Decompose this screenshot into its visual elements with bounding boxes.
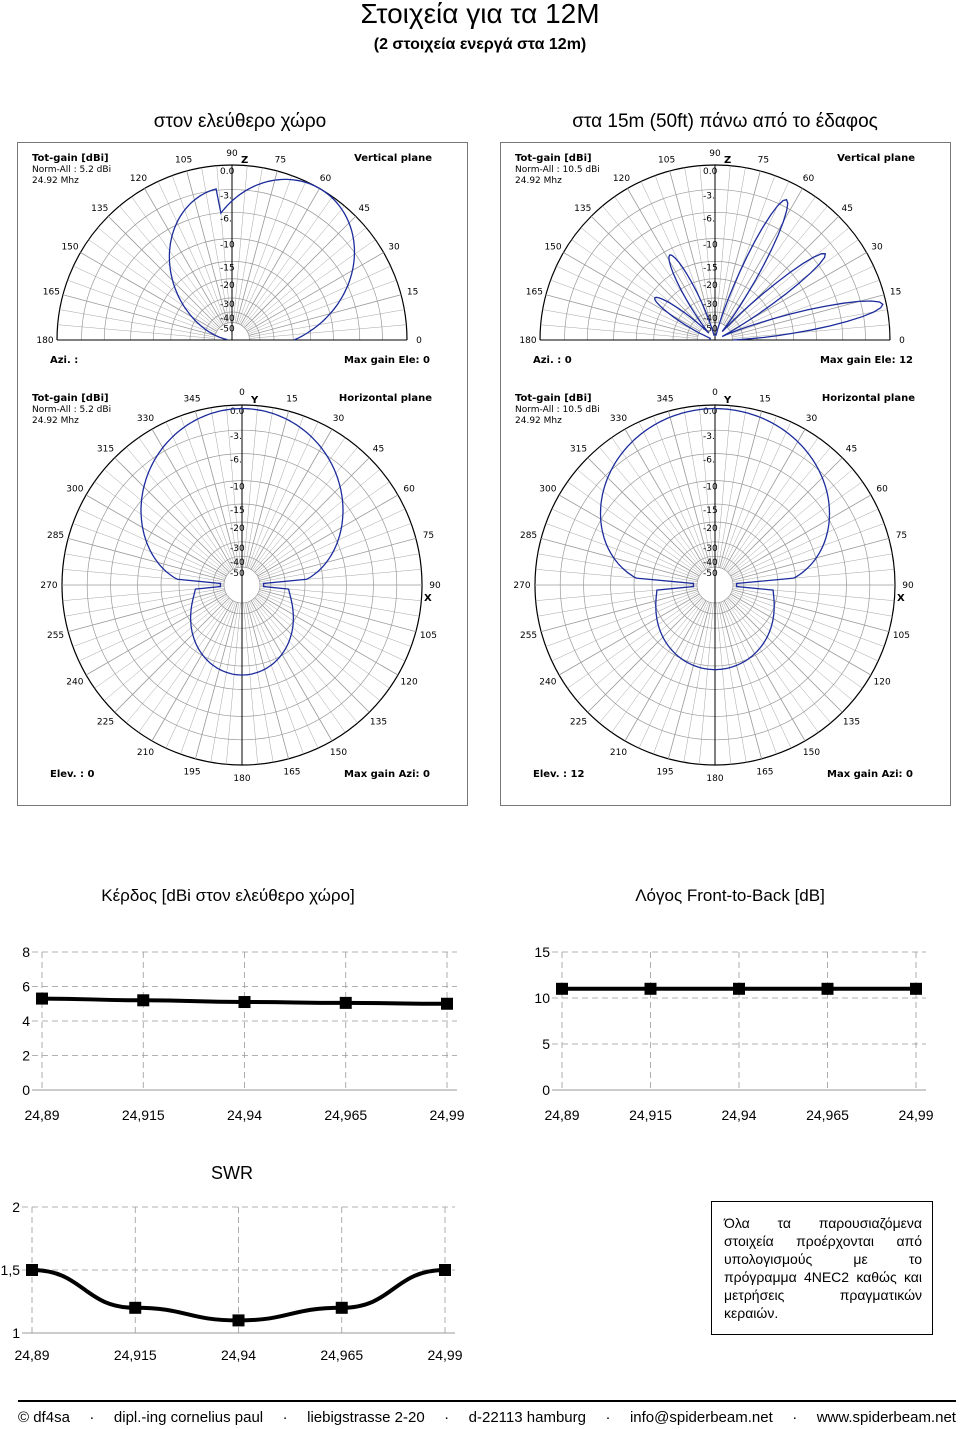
angle-label: 60 xyxy=(403,484,415,495)
grid-spoke xyxy=(730,482,863,575)
footer-separator: · xyxy=(89,1409,95,1426)
x-tick-label: 24,915 xyxy=(121,1107,165,1123)
grid-spoke xyxy=(132,197,222,326)
x-tick-label: 24,965 xyxy=(320,1347,364,1363)
grid-spoke xyxy=(577,597,701,701)
angle-label: 345 xyxy=(656,394,674,405)
grid-spoke xyxy=(581,228,702,329)
grid-spoke xyxy=(563,253,699,332)
ring-label: 0.0 xyxy=(230,407,245,417)
ring-label: -6. xyxy=(703,455,715,466)
grid-spoke xyxy=(731,594,871,675)
angle-label: 195 xyxy=(656,767,674,778)
grid-spoke xyxy=(139,438,232,571)
x-tick-label: 24,915 xyxy=(629,1107,672,1123)
grid-spoke xyxy=(65,554,225,582)
grid-spoke xyxy=(612,600,705,733)
angle-label: 30 xyxy=(388,242,400,253)
grid-spoke xyxy=(249,310,404,337)
angle-label: 120 xyxy=(873,677,891,688)
data-point xyxy=(233,1314,245,1326)
ring-label: -15 xyxy=(230,506,245,516)
footer-item: d-22113 hamburg xyxy=(468,1409,586,1426)
angle-label: 165 xyxy=(756,767,774,778)
ring-label: -30 xyxy=(220,300,235,310)
grid-spoke xyxy=(728,228,849,329)
gain-label: Tot-gain [dBi] xyxy=(32,153,109,164)
grid-spoke xyxy=(628,188,707,324)
y-tick-label: 5 xyxy=(542,1036,550,1052)
plane-label: Horizontal plane xyxy=(821,393,915,404)
grid-spoke xyxy=(260,588,420,616)
angle-label: 255 xyxy=(46,630,65,641)
x-tick-label: 24,94 xyxy=(220,1347,257,1363)
radiation-pattern xyxy=(655,200,883,340)
angle-label: 15 xyxy=(759,394,771,405)
angle-label: 120 xyxy=(129,174,148,185)
x-tick-label: 24,94 xyxy=(226,1107,263,1123)
angle-label: 315 xyxy=(569,444,588,455)
vertical-plane-plot-above-ground xyxy=(503,145,947,375)
column-heading-above-ground: στα 15m (50ft) πάνω από το έδαφος xyxy=(572,111,878,132)
angle-label: 135 xyxy=(91,203,109,214)
angle-label: 210 xyxy=(609,748,628,759)
grid-spoke xyxy=(256,469,380,573)
grid-spoke xyxy=(252,438,345,571)
bottom-left-label: Elev. : 12 xyxy=(533,769,585,780)
freq-label: 24.92 Mhz xyxy=(32,176,79,186)
ring-label: -3. xyxy=(220,191,232,202)
angle-label: 180 xyxy=(519,336,537,346)
y-tick-label: 2 xyxy=(22,1047,30,1064)
ring-label: -30 xyxy=(703,543,718,554)
grid-spoke xyxy=(254,447,358,571)
footer xyxy=(18,1400,956,1426)
grid-spoke xyxy=(139,600,232,733)
freq-label: 24.92 Mhz xyxy=(32,416,79,426)
angle-label: 0 xyxy=(712,388,718,398)
grid-spoke xyxy=(599,447,703,571)
horizontal-plane-plot-free-space xyxy=(20,385,464,800)
ring-label: -30 xyxy=(230,543,245,554)
freq-label: 24.92 Mhz xyxy=(515,176,562,186)
angle-label: 105 xyxy=(892,630,911,641)
ring-label: -3. xyxy=(230,432,242,443)
bottom-right-label: Max gain Ele: 12 xyxy=(819,355,913,366)
axis-letter-z: Z xyxy=(724,155,732,166)
angle-label: 45 xyxy=(841,203,853,214)
angle-label: 120 xyxy=(400,677,418,688)
angle-label: 30 xyxy=(805,413,818,424)
grid-spoke xyxy=(245,228,366,329)
grid-spoke xyxy=(559,495,699,576)
angle-label: 90 xyxy=(709,149,721,159)
axis-letter-y: Y xyxy=(251,395,259,406)
footer-separator: · xyxy=(282,1409,288,1426)
plane-label: Vertical plane xyxy=(354,153,432,164)
angle-label: 90 xyxy=(226,149,238,159)
norm-label: Norm-All : 5.2 dBi xyxy=(32,405,112,415)
bottom-right-label: Max gain Ele: 0 xyxy=(343,355,430,366)
grid-spoke xyxy=(243,206,344,327)
ring-label: -20 xyxy=(703,524,718,534)
footer-item[interactable]: www.spiderbeam.net xyxy=(816,1409,956,1426)
grid-spoke xyxy=(242,197,332,326)
angle-label: 105 xyxy=(175,155,193,166)
angle-label: 330 xyxy=(609,413,628,424)
grid-spoke xyxy=(86,594,226,675)
grid-spoke xyxy=(95,482,228,575)
angle-label: 165 xyxy=(283,767,301,778)
grid-spoke xyxy=(104,597,228,701)
freq-label: 24.92 Mhz xyxy=(515,416,562,426)
gain-label: Tot-gain [dBi] xyxy=(515,393,592,404)
angle-label: 345 xyxy=(183,394,201,405)
grid-spoke xyxy=(80,253,216,332)
angle-label: 0 xyxy=(416,336,422,346)
angle-label: 15 xyxy=(406,287,419,298)
angle-label: 0 xyxy=(239,388,245,398)
grid-spoke xyxy=(258,495,398,576)
x-tick-label: 24,89 xyxy=(14,1347,50,1363)
angle-label: 165 xyxy=(42,287,60,298)
ring-label: 0.0 xyxy=(703,167,718,177)
angle-label: 135 xyxy=(842,717,861,728)
footer-item: © df4sa xyxy=(18,1409,70,1426)
angle-label: 60 xyxy=(319,174,332,185)
grid-spoke xyxy=(727,599,831,723)
angle-label: 300 xyxy=(66,484,84,495)
grid-spoke xyxy=(724,601,805,741)
grid-spoke xyxy=(612,438,705,571)
angle-label: 330 xyxy=(136,413,155,424)
angle-label: 90 xyxy=(902,581,914,591)
ring-label: -6. xyxy=(220,214,232,225)
ring-label: -50 xyxy=(220,324,235,335)
x-tick-label: 24,94 xyxy=(721,1107,757,1123)
ring-label: -40 xyxy=(703,314,718,324)
grid-spoke xyxy=(625,429,706,569)
angle-label: 240 xyxy=(539,677,557,688)
ftb-chart xyxy=(480,930,960,1130)
ring-label: -10 xyxy=(703,240,718,251)
angle-label: 150 xyxy=(544,242,562,253)
grid-spoke xyxy=(733,554,893,582)
grid-spoke xyxy=(247,253,383,332)
data-point xyxy=(137,994,149,1006)
angle-label: 270 xyxy=(513,581,531,591)
y-tick-label: 6 xyxy=(22,978,30,995)
grid-spoke xyxy=(724,188,803,324)
grid-spoke xyxy=(729,469,853,573)
grid-spoke xyxy=(241,188,320,324)
grid-spoke xyxy=(104,469,228,573)
angle-label: 180 xyxy=(36,336,54,346)
grid-spoke xyxy=(684,603,712,763)
angle-label: 120 xyxy=(612,174,631,185)
angle-label: 180 xyxy=(233,774,251,784)
grid-spoke xyxy=(718,408,746,568)
grid-spoke xyxy=(538,554,698,582)
y-tick-label: 2 xyxy=(12,1199,20,1215)
angle-label: 225 xyxy=(569,717,588,728)
angle-label: 210 xyxy=(136,748,155,759)
ring-label: -40 xyxy=(703,558,718,569)
angle-label: 225 xyxy=(96,717,115,728)
ring-label: -20 xyxy=(703,280,718,291)
footer-item: liebigstrasse 2-20 xyxy=(307,1409,425,1426)
angle-label: 180 xyxy=(706,774,724,784)
y-tick-label: 15 xyxy=(534,944,550,960)
ring-label: -20 xyxy=(220,280,235,291)
angle-label: 270 xyxy=(40,581,58,591)
angle-label: 105 xyxy=(419,630,438,641)
grid-spoke xyxy=(543,310,698,337)
footer-separator: · xyxy=(605,1409,611,1426)
angle-label: 165 xyxy=(525,287,543,298)
y-tick-label: 0 xyxy=(22,1082,30,1098)
norm-label: Norm-All : 5.2 dBi xyxy=(32,165,112,175)
norm-label: Norm-All : 10.5 dBi xyxy=(515,165,600,175)
grid-spoke xyxy=(599,599,703,723)
data-point xyxy=(439,1264,451,1276)
grid-spoke xyxy=(211,603,239,763)
ring-label: -15 xyxy=(703,506,718,516)
footer-item[interactable]: info@spiderbeam.net xyxy=(629,1409,773,1426)
grid-spoke xyxy=(727,447,831,571)
data-point xyxy=(733,983,745,995)
grid-spoke xyxy=(126,447,230,571)
angle-label: 150 xyxy=(61,242,79,253)
angle-label: 195 xyxy=(183,767,201,778)
grid-spoke xyxy=(718,603,746,763)
grid-spoke xyxy=(725,600,818,733)
angle-label: 15 xyxy=(286,394,298,405)
grid-spoke xyxy=(246,240,375,330)
x-tick-label: 24,965 xyxy=(806,1107,849,1123)
angle-label: 105 xyxy=(658,155,676,166)
grid-spoke xyxy=(733,588,893,616)
x-tick-label: 24,965 xyxy=(324,1107,368,1123)
ring-label: -30 xyxy=(703,300,718,310)
x-tick-label: 24,99 xyxy=(427,1347,463,1363)
grid-spoke xyxy=(625,601,706,741)
page-title: Στοιχεία για τα 12M xyxy=(360,0,600,29)
norm-label: Norm-All : 10.5 dBi xyxy=(515,405,600,415)
angle-label: 15 xyxy=(889,287,902,298)
angle-label: 75 xyxy=(895,531,908,542)
ring-label: -10 xyxy=(230,482,245,493)
data-point xyxy=(26,1264,38,1276)
angle-label: 90 xyxy=(429,581,441,591)
grid-spoke xyxy=(568,482,701,575)
angle-label: 75 xyxy=(757,155,770,166)
angle-label: 45 xyxy=(358,203,370,214)
data-point xyxy=(129,1302,141,1314)
grid-spoke xyxy=(152,429,233,569)
grid-spoke xyxy=(729,597,853,701)
grid-spoke xyxy=(559,594,699,675)
angle-label: 285 xyxy=(519,531,538,542)
angle-label: 240 xyxy=(66,677,84,688)
ring-label: -6. xyxy=(703,214,715,225)
grid-spoke xyxy=(235,168,262,323)
y-tick-label: 1,5 xyxy=(0,1262,20,1278)
grid-spoke xyxy=(257,482,390,575)
grid-spoke xyxy=(718,168,745,323)
footer-separator: · xyxy=(444,1409,450,1426)
x-tick-label: 24,89 xyxy=(544,1107,580,1123)
angle-label: 150 xyxy=(329,748,348,759)
grid-spoke xyxy=(260,554,420,582)
data-point xyxy=(340,997,352,1009)
grid-spoke xyxy=(126,599,230,723)
plane-label: Horizontal plane xyxy=(338,393,432,404)
y-tick-label: 0 xyxy=(542,1082,550,1098)
ring-label: -40 xyxy=(220,314,235,324)
swr-chart xyxy=(0,1190,480,1370)
footer-item: dipl.-ing cornelius paul xyxy=(113,1409,264,1426)
data-point xyxy=(441,998,453,1010)
grid-spoke xyxy=(254,599,358,723)
data-point xyxy=(910,983,922,995)
grid-spoke xyxy=(95,595,228,688)
angle-label: 300 xyxy=(539,484,557,495)
bottom-right-label: Max gain Azi: 0 xyxy=(344,769,430,780)
data-point xyxy=(36,993,48,1005)
ring-label: 0.0 xyxy=(220,167,235,177)
angle-label: 75 xyxy=(422,531,435,542)
y-tick-label: 4 xyxy=(22,1013,30,1029)
angle-label: 60 xyxy=(876,484,888,495)
info-note: Όλα τα παρουσιαζόμενα στοιχεία προέρχονται από υπολογισμούς με το πρόγραμμα 4NEC2 καθώς και μετρήσεις πραγματικών κεραιών. xyxy=(711,1201,933,1335)
angle-label: 30 xyxy=(332,413,345,424)
bottom-left-label: Azi. : xyxy=(50,355,79,366)
ring-label: -15 xyxy=(703,263,718,274)
horizontal-plane-plot-above-ground xyxy=(503,385,947,800)
grid-spoke xyxy=(603,206,704,327)
page-subtitle: (2 στοιχεία ενεργά στα 12m) xyxy=(373,36,587,53)
angle-label: 255 xyxy=(519,630,538,641)
bottom-left-label: Elev. : 0 xyxy=(50,769,95,780)
bottom-left-label: Azi. : 0 xyxy=(533,355,572,366)
grid-spoke xyxy=(245,603,273,763)
ftb-chart-title: Λόγος Front-to-Back [dB] xyxy=(635,886,825,905)
grid-spoke xyxy=(65,588,225,616)
angle-label: 60 xyxy=(802,174,815,185)
angle-label: 30 xyxy=(871,242,883,253)
grid-spoke xyxy=(60,310,215,337)
angle-label: 285 xyxy=(46,531,65,542)
grid-spoke xyxy=(252,600,345,733)
angle-label: 135 xyxy=(369,717,388,728)
grid-spoke xyxy=(732,310,887,337)
angle-label: 135 xyxy=(574,203,592,214)
grid-spoke xyxy=(538,588,698,616)
grid-spoke xyxy=(257,595,390,688)
grid-spoke xyxy=(577,469,701,573)
grid-spoke xyxy=(258,594,398,675)
angle-label: 75 xyxy=(274,155,287,166)
axis-letter-y: Y xyxy=(724,395,732,406)
gain-label: Tot-gain [dBi] xyxy=(515,153,592,164)
ring-label: -15 xyxy=(220,263,235,274)
axis-letter-z: Z xyxy=(241,155,249,166)
vertical-plane-plot-free-space xyxy=(20,145,464,375)
data-point xyxy=(336,1302,348,1314)
angle-label: 0 xyxy=(899,336,905,346)
x-tick-label: 24,89 xyxy=(24,1107,60,1123)
grid-spoke xyxy=(568,595,701,688)
grid-spoke xyxy=(251,429,332,569)
ring-label: -50 xyxy=(703,569,718,579)
grid-spoke xyxy=(256,597,380,701)
grid-spoke xyxy=(724,429,805,569)
ring-label: 0.0 xyxy=(703,407,718,417)
column-heading-free-space: στον ελεύθερο χώρο xyxy=(153,111,327,132)
grid-spoke xyxy=(98,228,219,329)
ring-label: -40 xyxy=(230,558,245,569)
ring-label: -3. xyxy=(703,191,715,202)
bottom-right-label: Max gain Azi: 0 xyxy=(827,769,913,780)
x-tick-label: 24,99 xyxy=(429,1107,465,1123)
data-point xyxy=(822,983,834,995)
grid-spoke xyxy=(245,408,273,568)
grid-spoke xyxy=(731,495,871,576)
swr-chart-title: SWR xyxy=(211,1163,253,1183)
ring-label: -10 xyxy=(703,482,718,493)
data-point xyxy=(239,996,251,1008)
y-tick-label: 8 xyxy=(22,944,30,960)
x-tick-label: 24,915 xyxy=(113,1347,157,1363)
angle-label: 150 xyxy=(802,748,821,759)
footer-separator: · xyxy=(792,1409,798,1426)
y-tick-label: 1 xyxy=(12,1325,20,1341)
ring-label: -20 xyxy=(230,524,245,534)
angle-label: 45 xyxy=(372,444,385,455)
grid-spoke xyxy=(89,240,218,330)
ring-label: -3. xyxy=(703,432,715,443)
ring-label: -50 xyxy=(703,324,718,335)
angle-label: 45 xyxy=(845,444,858,455)
axis-letter-x: X xyxy=(424,593,432,604)
grid-spoke xyxy=(725,438,818,571)
data-point xyxy=(645,983,657,995)
gain-chart-title: Κέρδος [dBi στον ελεύθερο χώρο] xyxy=(101,886,355,905)
ring-label: -50 xyxy=(230,569,245,579)
gain-chart xyxy=(0,930,480,1130)
ring-label: -6. xyxy=(230,455,242,466)
angle-label: 315 xyxy=(96,444,115,455)
x-tick-label: 24,99 xyxy=(898,1107,934,1123)
data-point xyxy=(556,983,568,995)
grid-spoke xyxy=(86,495,226,576)
y-tick-label: 10 xyxy=(534,990,550,1006)
grid-spoke xyxy=(730,595,863,688)
plane-label: Vertical plane xyxy=(837,153,915,164)
ring-label: -10 xyxy=(220,240,235,251)
gain-label: Tot-gain [dBi] xyxy=(32,393,109,404)
grid-spoke xyxy=(572,240,701,330)
axis-letter-x: X xyxy=(897,593,905,604)
grid-spoke xyxy=(145,188,224,324)
